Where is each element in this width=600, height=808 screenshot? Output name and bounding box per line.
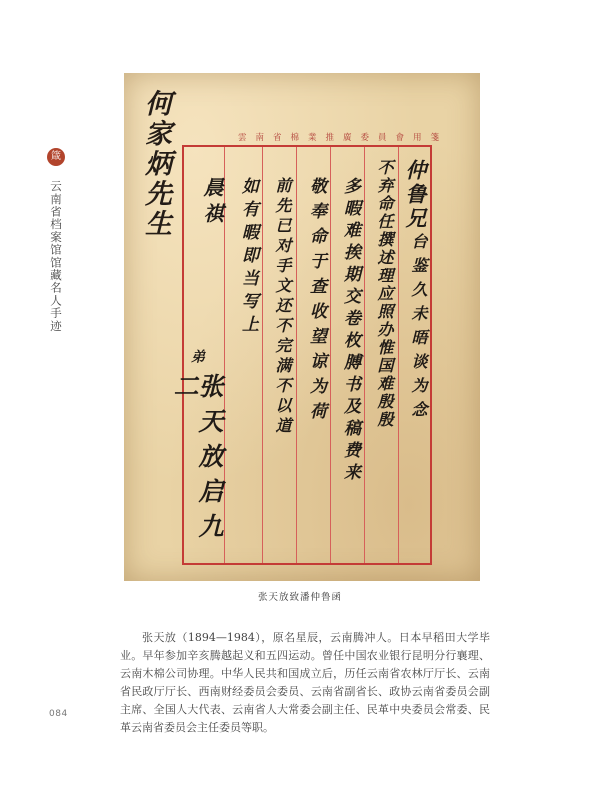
- envelope-addressee: 何家炳先生: [140, 89, 171, 239]
- letter-photo: [124, 73, 480, 581]
- ruling-line: [398, 147, 399, 563]
- ruling-line: [224, 147, 225, 563]
- letter-line-1: 仲鲁兄: [403, 159, 428, 231]
- letter-line-3: 不弃命任撰述理应照办惟国难殷殷: [375, 159, 394, 429]
- letter-line-8: 晨祺: [200, 177, 224, 229]
- page-number: 084: [49, 709, 68, 719]
- letter-line-4: 多暇难挨期交卷枚膊书及稿费来: [340, 177, 360, 485]
- photo-caption: 张天放致潘仲鲁函: [257, 592, 342, 603]
- letter-line-6: 前先已对手文还不完满不以道: [273, 177, 292, 437]
- letter-closing-di: 弟: [189, 349, 205, 366]
- letter-signature: 张天放启九二: [170, 373, 224, 548]
- ruling-line: [262, 147, 263, 563]
- biography-paragraph: 张天放（1894—1984），原名星辰，云南腾冲人。日本早稻田大学毕业。早年参加辛亥腾越起义和五四运动。曾任中国农业银行昆明分行襄理、云南木棉公司协理。中华人民共和国成立后，历任云南省农林厅厅长、云南省民政厅厅长、西南财经委员会委员、云南省副省长、政协云南省委员会副主席、全国人大代表、云南省人大常委会副主任、民革中央委员会常委、民革云南省委员会主任委员等职。: [120, 631, 490, 734]
- ruling-line: [296, 147, 297, 563]
- letterhead-title: 雲南省棉業推廣委員會用箋: [237, 133, 448, 143]
- chapter-seal-icon: 箴: [47, 148, 65, 166]
- vertical-book-title: 云南省档案馆馆藏名人手迹: [49, 180, 63, 333]
- letter-line-7: 如有暇即当写上: [238, 177, 258, 338]
- ruling-line: [364, 147, 365, 563]
- letter-line-2: 台鉴久未晤谈为念: [409, 233, 428, 425]
- letter-line-5: 敬奉命于查收望谅为荷: [306, 177, 326, 427]
- ruling-line: [330, 147, 331, 563]
